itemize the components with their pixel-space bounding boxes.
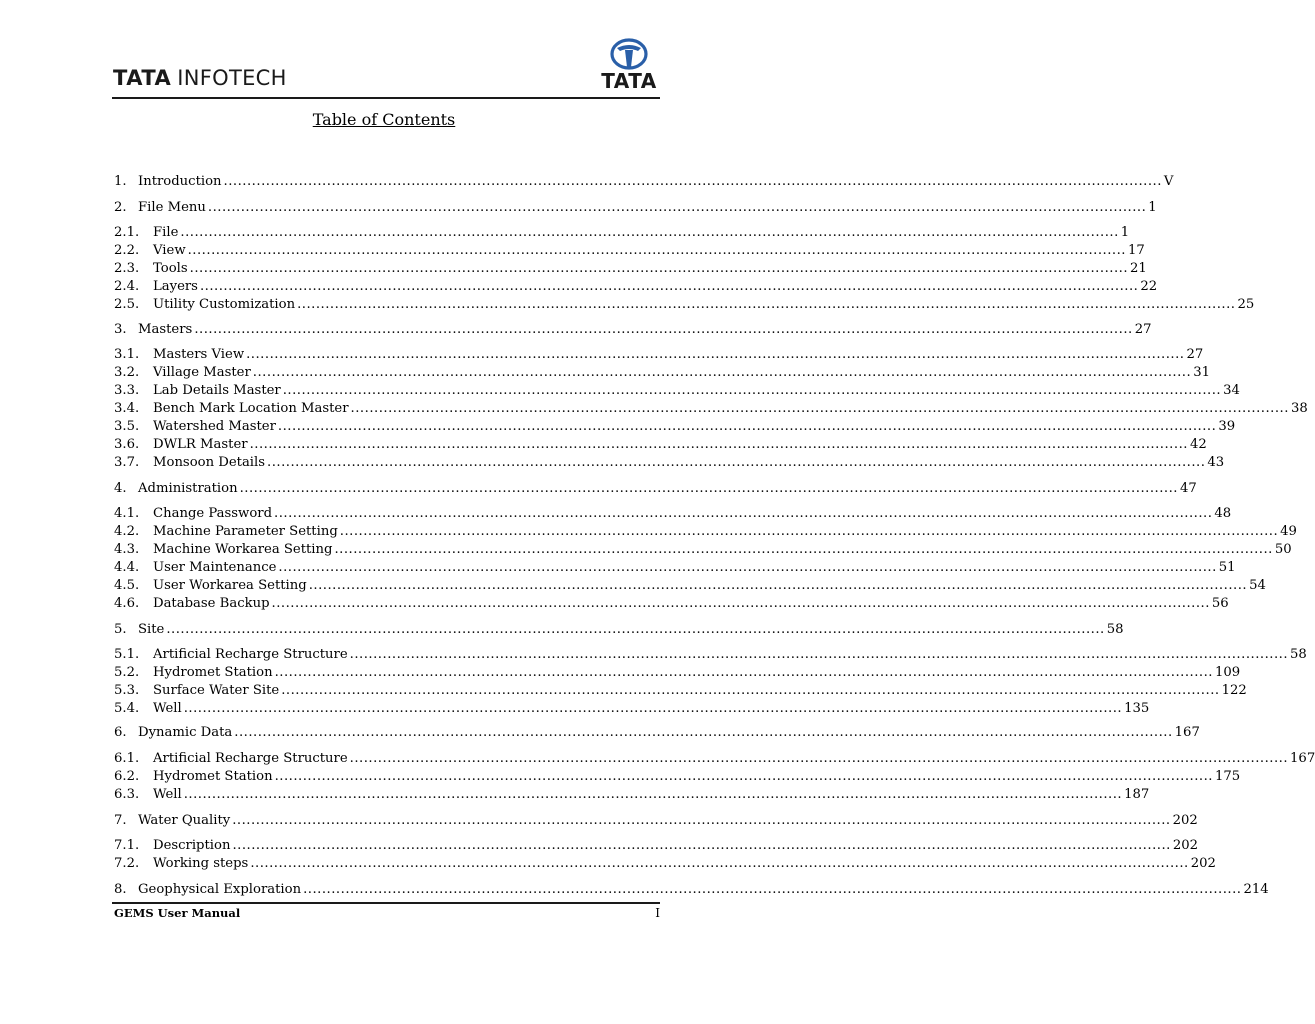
toc-entry-number: 4.5. <box>114 578 140 593</box>
footer-page-number: I <box>655 906 660 920</box>
toc-dot-leader: ........................................................................................................................................................................................................ <box>277 419 1217 434</box>
toc-entry-page: 214 <box>1243 882 1269 897</box>
toc-entry-page: 34 <box>1223 383 1240 398</box>
toc-entry-label: Description <box>153 838 231 853</box>
toc-dot-leader: ........................................................................................................................................................................................................ <box>281 683 1220 698</box>
toc-entry-page: 17 <box>1128 243 1145 258</box>
toc-entry-label: User Workarea Setting <box>153 578 307 593</box>
toc-entry-number: 4.3. <box>114 542 140 557</box>
toc-entry[interactable] <box>114 278 1158 296</box>
toc-entry-label: Tools <box>153 261 188 276</box>
toc-entry-number: 7. <box>114 813 127 828</box>
toc-entry[interactable] <box>114 454 1225 472</box>
toc-dot-leader: ........................................................................................................................................................................................................ <box>187 243 1126 258</box>
toc-entry-label: User Maintenance <box>153 560 277 575</box>
toc-entry-number: 6.2. <box>114 769 140 784</box>
toc-entry[interactable] <box>114 577 1266 595</box>
toc-entry-number: 5.1. <box>114 647 140 662</box>
toc-entry-number: 3. <box>114 322 127 337</box>
toc-entry-label: Machine Parameter Setting <box>153 524 338 539</box>
toc-entry-number: 5.2. <box>114 665 140 680</box>
toc-entry[interactable] <box>114 364 1210 382</box>
toc-entry[interactable] <box>114 523 1297 541</box>
toc-entry-page: 58 <box>1106 622 1124 637</box>
toc-entry[interactable] <box>114 700 1150 718</box>
toc-entry-number: 4.6. <box>114 596 140 611</box>
toc-dot-leader: ........................................................................................................................................................................................................ <box>166 622 1105 637</box>
toc-entry-label: Masters View <box>153 347 245 362</box>
toc-entry-page: 56 <box>1211 596 1229 611</box>
toc-entry[interactable] <box>114 621 1124 639</box>
toc-entry[interactable] <box>114 296 1255 314</box>
toc-dot-leader: ........................................................................................................................................................................................................ <box>189 261 1129 276</box>
brand-tata-text: TATA <box>113 66 172 90</box>
toc-entry-number: 3.7. <box>114 455 140 470</box>
toc-entry-page: 22 <box>1140 279 1158 294</box>
toc-entry-number: 6.1. <box>114 751 140 766</box>
toc-entry-page: 167 <box>1174 725 1200 740</box>
toc-entry-label: Hydromet Station <box>153 665 273 680</box>
toc-entry-number: 2.2. <box>114 243 140 258</box>
toc-entry-label: Water Quality <box>138 813 231 828</box>
toc-entry[interactable] <box>114 436 1207 454</box>
toc-entry[interactable] <box>114 418 1236 436</box>
toc-entry-page: 49 <box>1280 524 1297 539</box>
toc-entry-number: 2.1. <box>114 225 140 240</box>
toc-dot-leader: ........................................................................................................................................................................................................ <box>246 347 1185 362</box>
toc-entry[interactable] <box>114 881 1269 899</box>
toc-entry[interactable] <box>114 855 1216 873</box>
toc-entry-number: 4.1. <box>114 506 140 521</box>
toc-entry[interactable] <box>114 837 1199 855</box>
toc-dot-leader: ........................................................................................................................................................................................................ <box>274 769 1213 784</box>
toc-entry-number: 3.1. <box>114 347 140 362</box>
toc-entry-number: 7.2. <box>114 856 140 871</box>
toc-entry-page: 175 <box>1214 769 1241 784</box>
toc-entry-number: 3.3. <box>114 383 140 398</box>
toc-entry-label: DWLR Master <box>153 437 248 452</box>
toc-entry-label: File Menu <box>138 200 206 215</box>
toc-entry-label: Village Master <box>153 365 251 380</box>
toc-entry[interactable] <box>114 768 1241 786</box>
toc-entry-page: 122 <box>1221 683 1247 698</box>
toc-entry[interactable] <box>114 595 1229 613</box>
toc-dot-leader: ........................................................................................................................................................................................................ <box>267 455 1206 470</box>
toc-entry-label: Artificial Recharge Structure <box>153 751 348 766</box>
toc-dot-leader: ........................................................................................................................................................................................................ <box>297 297 1236 312</box>
toc-entry-page: 21 <box>1130 261 1147 276</box>
toc-entry[interactable] <box>114 480 1197 498</box>
toc-dot-leader: ........................................................................................................................................................................................................ <box>232 838 1171 853</box>
toc-entry-page: 48 <box>1214 506 1232 521</box>
toc-entry-page: 47 <box>1179 481 1197 496</box>
toc-dot-leader: ........................................................................................................................................................................................................ <box>232 813 1171 828</box>
toc-entry[interactable] <box>114 559 1236 577</box>
tata-infotech-logo <box>113 66 287 90</box>
toc-entry-page: 135 <box>1124 701 1150 716</box>
toc-entry-number: 4.4. <box>114 560 140 575</box>
toc-entry-number: 3.5. <box>114 419 140 434</box>
toc-dot-leader: ........................................................................................................................................................................................................ <box>194 322 1133 337</box>
toc-entry-page: 202 <box>1172 838 1199 853</box>
toc-dot-leader: ........................................................................................................................................................................................................ <box>183 787 1123 802</box>
toc-entry-label: Layers <box>153 279 198 294</box>
toc-entry-number: 4. <box>114 481 127 496</box>
toc-entry-page: V <box>1163 174 1174 189</box>
toc-entry-label: Well <box>153 701 182 716</box>
tata-emblem-icon <box>596 38 662 70</box>
toc-dot-leader: ........................................................................................................................................................................................................ <box>234 725 1173 740</box>
toc-entry-number: 3.6. <box>114 437 140 452</box>
toc-dot-leader: ........................................................................................................................................................................................................ <box>250 856 1189 871</box>
toc-entry-page: 167 <box>1290 751 1315 766</box>
toc-entry-label: Introduction <box>138 174 222 189</box>
toc-entry-number: 3.4. <box>114 401 140 416</box>
toc-entry-page: 51 <box>1218 560 1236 575</box>
toc-entry-label: Utility Customization <box>153 297 296 312</box>
toc-entry-label: Watershed Master <box>153 419 276 434</box>
toc-entry-page: 31 <box>1193 365 1210 380</box>
toc-dot-leader: ........................................................................................................................................................................................................ <box>207 200 1147 215</box>
toc-entry-label: Monsoon Details <box>153 455 266 470</box>
toc-entry-page: 202 <box>1190 856 1216 871</box>
toc-entry[interactable] <box>114 224 1130 242</box>
toc-dot-leader: ........................................................................................................................................................................................................ <box>249 437 1188 452</box>
toc-dot-leader: ........................................................................................................................................................................................................ <box>349 751 1289 766</box>
toc-entry-label: Database Backup <box>153 596 270 611</box>
toc-entry[interactable] <box>114 724 1200 742</box>
toc-dot-leader: ........................................................................................................................................................................................................ <box>303 882 1242 897</box>
toc-entry-page: 1 <box>1120 225 1130 240</box>
toc-entry-number: 6. <box>114 725 127 740</box>
toc-entry[interactable] <box>114 260 1147 278</box>
toc-entry-label: Administration <box>138 481 238 496</box>
toc-entry[interactable] <box>114 812 1198 830</box>
toc-dot-leader: ........................................................................................................................................................................................................ <box>271 596 1210 611</box>
toc-dot-leader: ........................................................................................................................................................................................................ <box>349 647 1289 662</box>
toc-dot-leader: ........................................................................................................................................................................................................ <box>239 481 1178 496</box>
toc-dot-leader: ........................................................................................................................................................................................................ <box>180 225 1119 240</box>
toc-entry-label: Geophysical Exploration <box>138 882 302 897</box>
tata-logo <box>596 38 662 92</box>
brand-infotech-text: INFOTECH <box>177 66 287 90</box>
toc-dot-leader: ........................................................................................................................................................................................................ <box>282 383 1222 398</box>
toc-entry-page: 25 <box>1237 297 1255 312</box>
toc-entry[interactable] <box>114 400 1308 418</box>
toc-entry[interactable] <box>114 750 1315 768</box>
toc-entry-page: 39 <box>1218 419 1236 434</box>
toc-entry-number: 2. <box>114 200 127 215</box>
toc-entry-label: Bench Mark Location Master <box>153 401 349 416</box>
toc-entry-label: Dynamic Data <box>138 725 233 740</box>
toc-entry[interactable] <box>114 173 1174 191</box>
toc-entry-label: Change Password <box>153 506 273 521</box>
toc-entry-page: 38 <box>1290 401 1308 416</box>
toc-entry-label: Lab Details Master <box>153 383 281 398</box>
toc-entry[interactable] <box>114 505 1232 523</box>
toc-entry-page: 202 <box>1172 813 1198 828</box>
toc-entry-page: 109 <box>1214 665 1241 680</box>
tata-wordmark: TATA <box>601 69 657 93</box>
toc-entry-page: 58 <box>1290 647 1307 662</box>
toc-entry-page: 50 <box>1274 542 1292 557</box>
toc-entry-page: 43 <box>1207 455 1225 470</box>
toc-entry-number: 6.3. <box>114 787 140 802</box>
toc-entry-label: View <box>153 243 186 258</box>
toc-entry-number: 3.2. <box>114 365 140 380</box>
toc-entry-number: 5.4. <box>114 701 140 716</box>
toc-dot-leader: ........................................................................................................................................................................................................ <box>252 365 1192 380</box>
toc-entry-label: Well <box>153 787 182 802</box>
toc-entry[interactable] <box>114 321 1152 339</box>
toc-entry-label: Machine Workarea Setting <box>153 542 333 557</box>
toc-entry-label: Site <box>138 622 165 637</box>
toc-entry-label: File <box>153 225 179 240</box>
toc-entry-label: Artificial Recharge Structure <box>153 647 348 662</box>
toc-entry-number: 2.4. <box>114 279 140 294</box>
toc-dot-leader: ........................................................................................................................................................................................................ <box>334 542 1273 557</box>
toc-entry-page: 54 <box>1249 578 1266 593</box>
toc-entry-number: 5.3. <box>114 683 140 698</box>
toc-dot-leader: ........................................................................................................................................................................................................ <box>223 174 1162 189</box>
toc-entry-number: 4.2. <box>114 524 140 539</box>
toc-entry-label: Surface Water Site <box>153 683 280 698</box>
header-divider <box>112 97 660 99</box>
toc-entry-label: Hydromet Station <box>153 769 273 784</box>
toc-dot-leader: ........................................................................................................................................................................................................ <box>183 701 1123 716</box>
toc-dot-leader: ........................................................................................................................................................................................................ <box>199 279 1139 294</box>
toc-entry-page: 1 <box>1148 200 1157 215</box>
toc-dot-leader: ........................................................................................................................................................................................................ <box>274 506 1213 521</box>
toc-dot-leader: ........................................................................................................................................................................................................ <box>339 524 1279 539</box>
toc-entry[interactable] <box>114 682 1247 700</box>
toc-entry[interactable] <box>114 646 1307 664</box>
toc-entry-page: 27 <box>1134 322 1152 337</box>
page-title: Table of Contents <box>312 110 456 129</box>
toc-entry-number: 2.5. <box>114 297 140 312</box>
toc-entry-label: Masters <box>138 322 193 337</box>
footer-document-name: GEMS User Manual <box>114 906 241 920</box>
toc-entry-number: 7.1. <box>114 838 140 853</box>
toc-dot-leader: ........................................................................................................................................................................................................ <box>350 401 1289 416</box>
toc-entry-page: 187 <box>1124 787 1150 802</box>
toc-entry[interactable] <box>114 382 1240 400</box>
footer-divider <box>112 902 660 904</box>
toc-entry[interactable] <box>114 346 1204 364</box>
toc-entry[interactable] <box>114 786 1150 804</box>
toc-dot-leader: ........................................................................................................................................................................................................ <box>278 560 1217 575</box>
toc-entry-number: 5. <box>114 622 127 637</box>
toc-entry-page: 27 <box>1186 347 1204 362</box>
toc-dot-leader: ........................................................................................................................................................................................................ <box>274 665 1213 680</box>
toc-entry[interactable] <box>114 664 1241 682</box>
toc-entry-page: 42 <box>1189 437 1207 452</box>
toc-dot-leader: ........................................................................................................................................................................................................ <box>308 578 1248 593</box>
toc-entry-number: 8. <box>114 882 127 897</box>
toc-entry-number: 2.3. <box>114 261 140 276</box>
toc-entry[interactable] <box>114 541 1292 559</box>
toc-entry[interactable] <box>114 199 1157 217</box>
toc-entry-number: 1. <box>114 174 127 189</box>
toc-entry-label: Working steps <box>153 856 249 871</box>
toc-entry[interactable] <box>114 242 1145 260</box>
